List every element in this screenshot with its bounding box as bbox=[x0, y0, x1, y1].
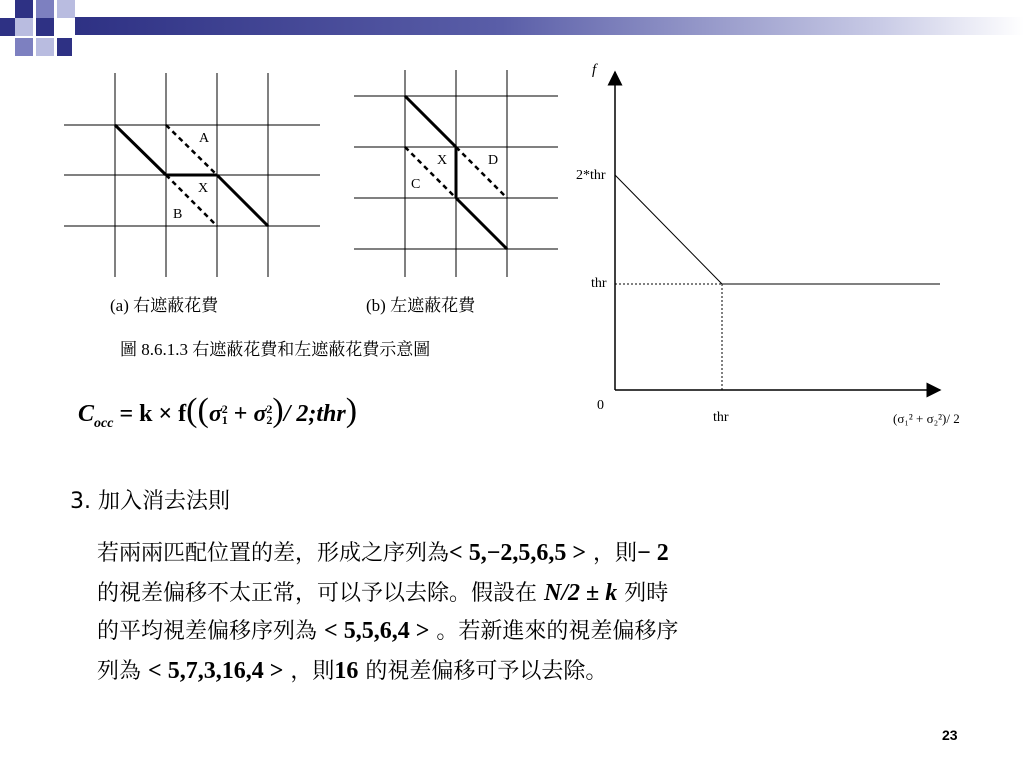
paragraph-line2-tail: 列時 bbox=[624, 581, 669, 606]
occlusion-cost-formula: $C_{occ} = k \times f((\sigma 2$ 1 + σ2 2)/ 2;thr) bbox=[78, 392, 358, 431]
value-16: 16 bbox=[334, 658, 359, 684]
sequence-3: < 5,7,3,16,4 > bbox=[148, 658, 284, 684]
section-heading: 3. 加入消去法則 bbox=[70, 489, 230, 514]
graph-y-tick-thr: thr bbox=[591, 276, 607, 291]
paragraph-line1-mid: ，則 bbox=[593, 541, 638, 566]
value-neg2: − 2 bbox=[637, 540, 669, 566]
paragraph-line1-text: 若兩兩匹配位置的差，形成之序列為 bbox=[97, 541, 450, 566]
graph-curve bbox=[615, 175, 940, 284]
formula-plus: + bbox=[233, 401, 248, 427]
diagram-b-label-d: D bbox=[488, 153, 499, 168]
graph-x-axis-label: (σ₁² + σ₂²)/ 2 bbox=[893, 411, 960, 426]
graph-origin-label: 0 bbox=[597, 398, 604, 413]
diagram-a-label-x: X bbox=[198, 181, 209, 196]
paragraph-line-4 bbox=[97, 655, 607, 688]
formula-sigma2: σ bbox=[253, 401, 267, 427]
paragraph-line4-text: 列為 bbox=[97, 659, 142, 684]
paragraph-line4-tail: 的視差偏移可予以去除。 bbox=[365, 659, 608, 684]
paragraph-line3-text: 的平均視差偏移序列為 bbox=[97, 619, 318, 644]
diagram-a-label-b: B bbox=[173, 207, 183, 222]
formula-sub1: 1 bbox=[221, 413, 228, 428]
formula-c: C bbox=[78, 401, 95, 427]
sequence-2: < 5,5,6,4 > bbox=[324, 618, 430, 644]
diagram-b-label-x: X bbox=[437, 153, 448, 168]
graph-y-axis-label: f bbox=[592, 62, 597, 78]
formula-sub-occ: occ bbox=[94, 415, 114, 431]
formula-tail: / 2;thr bbox=[283, 401, 346, 427]
graph-guides bbox=[615, 284, 722, 390]
paragraph-line2-text: 的視差偏移不太正常，可以予以去除。假設在 bbox=[97, 581, 538, 606]
figure-caption: 圖 8.6.1.3 右遮蔽花費和左遮蔽花費示意圖 bbox=[120, 340, 431, 359]
diagram-a-label-a: A bbox=[199, 131, 210, 146]
formula-sup2: 2 bbox=[266, 402, 273, 417]
formula-sub2: 2 bbox=[266, 413, 273, 428]
n-expression: N/2 ± k bbox=[544, 580, 618, 606]
paragraph-line-2 bbox=[97, 577, 668, 610]
paragraph-line4-mid: ，則 bbox=[290, 659, 335, 684]
paragraph-line-1 bbox=[97, 537, 669, 570]
graph-axes bbox=[615, 72, 940, 390]
graph-x-tick-thr: thr bbox=[713, 410, 729, 425]
paragraph-line3-tail: 。若新進來的視差偏移序 bbox=[436, 619, 679, 644]
diagram-b-caption: (b) 左遮蔽花費 bbox=[366, 296, 476, 315]
sequence-1: < 5,−2,5,6,5 > bbox=[449, 540, 587, 566]
diagram-b-label-c: C bbox=[411, 177, 421, 192]
page-number: 23 bbox=[942, 727, 958, 743]
formula-rhs: = k × f bbox=[119, 401, 187, 427]
graph-y-tick-2thr: 2*thr bbox=[576, 168, 606, 183]
paragraph-line-3 bbox=[97, 615, 678, 648]
diagram-a-caption: (a) 右遮蔽花費 bbox=[110, 296, 219, 315]
formula-sup1: 2 bbox=[221, 402, 228, 417]
formula-sigma1: σ bbox=[208, 401, 222, 427]
